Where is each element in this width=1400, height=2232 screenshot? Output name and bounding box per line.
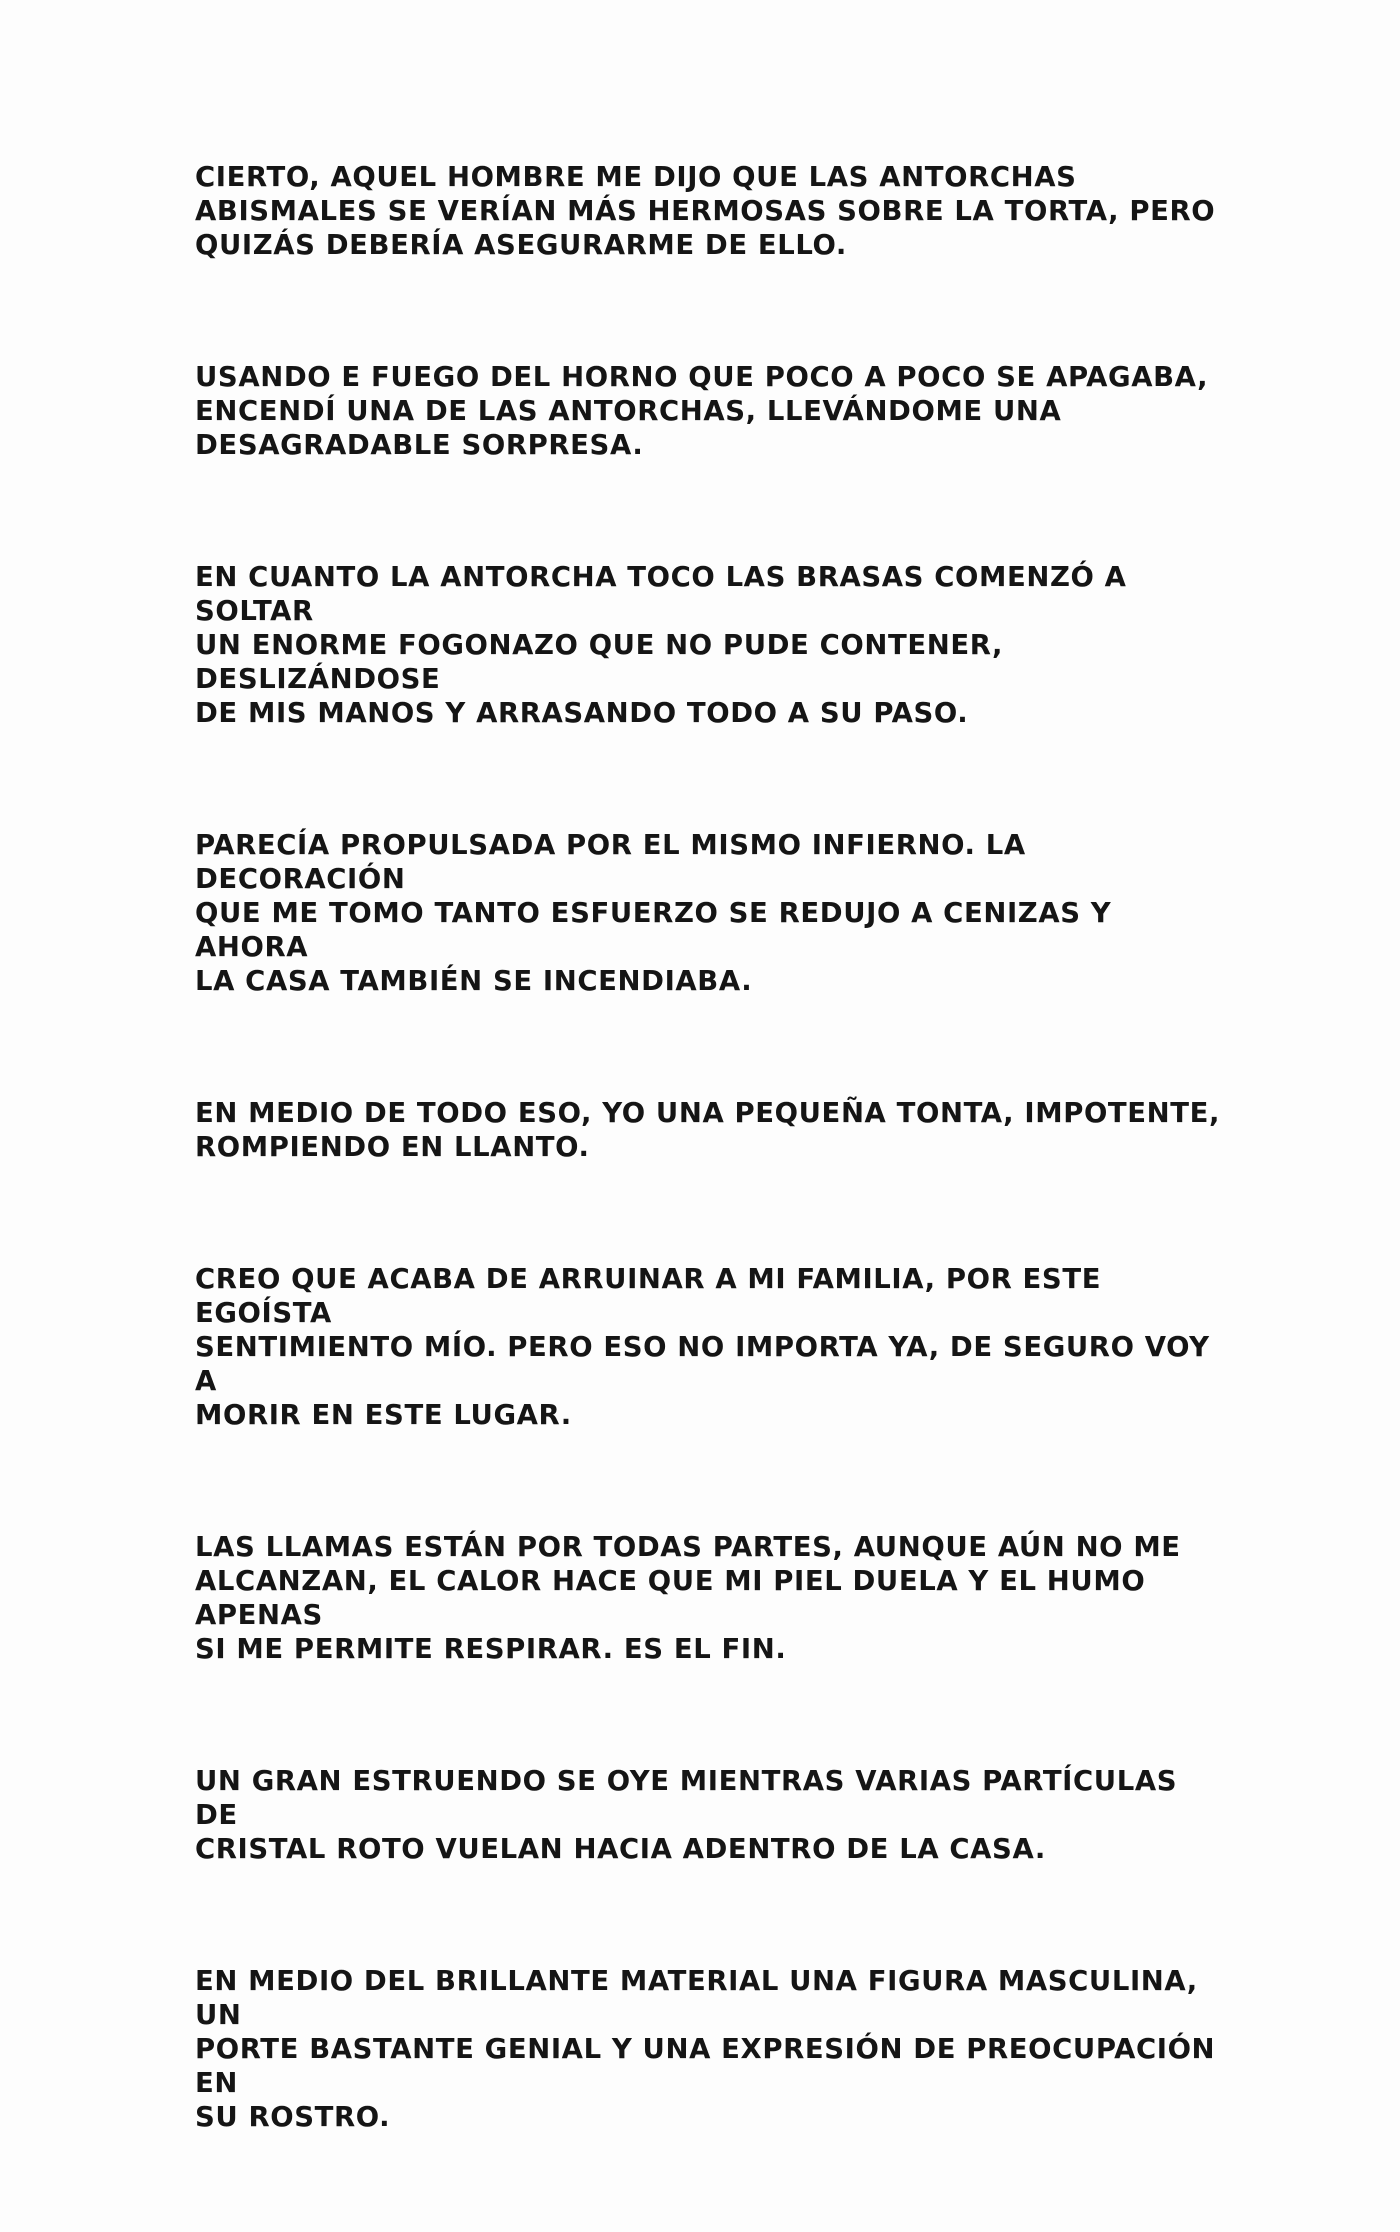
narration-paragraph: EN MEDIO DEL BRILLANTE MATERIAL UNA FIGURA MASCULINA, UN PORTE BASTANTE GENIAL Y UNA EXPRESIÓN DE PREOCUPACIÓN EN SU ROSTRO. bbox=[195, 1965, 1216, 2133]
narration-paragraph: EN MEDIO DE TODO ESO, YO UNA PEQUEÑA TONTA, IMPOTENTE, ROMPIENDO EN LLANTO. bbox=[195, 1097, 1221, 1163]
narration-paragraph: PARECÍA PROPULSADA POR EL MISMO INFIERNO. LA DECORACIÓN QUE ME TOMO TANTO ESFUERZO SE REDUJO A CENIZAS Y AHORA LA CASA TAMBIÉN SE INCENDIABA. bbox=[195, 829, 1112, 997]
narration-text-block bbox=[195, 160, 1225, 2232]
narration-paragraph: UN GRAN ESTRUENDO SE OYE MIENTRAS VARIAS PARTÍCULAS DE CRISTAL ROTO VUELAN HACIA ADENTRO DE LA CASA. bbox=[195, 1765, 1178, 1865]
narration-paragraph: LAS LLAMAS ESTÁN POR TODAS PARTES, AUNQUE AÚN NO ME ALCANZAN, EL CALOR HACE QUE MI PIEL DUELA Y EL HUMO APENAS SI ME PERMITE RESPIRAR. ES EL FIN. bbox=[195, 1531, 1181, 1665]
narration-paragraph: EN CUANTO LA ANTORCHA TOCO LAS BRASAS COMENZÓ A SOLTAR UN ENORME FOGONAZO QUE NO PUDE CONTENER, DESLIZÁNDOSE DE MIS MANOS Y ARRASANDO TODO A SU PASO. bbox=[195, 561, 1127, 729]
narration-paragraph: USANDO E FUEGO DEL HORNO QUE POCO A POCO SE APAGABA, ENCENDÍ UNA DE LAS ANTORCHAS, LLEVÁNDOME UNA DESAGRADABLE SORPRESA. bbox=[195, 361, 1209, 461]
narration-paragraph: CIERTO, AQUEL HOMBRE ME DIJO QUE LAS ANTORCHAS ABISMALES SE VERÍAN MÁS HERMOSAS SOBRE LA TORTA, PERO QUIZÁS DEBERÍA ASEGURARME DE ELLO. bbox=[195, 161, 1216, 261]
narration-paragraph: CREO QUE ACABA DE ARRUINAR A MI FAMILIA, POR ESTE EGOÍSTA SENTIMIENTO MÍO. PERO ESO NO IMPORTA YA, DE SEGURO VOY A MORIR EN ESTE LUGAR. bbox=[195, 1263, 1210, 1431]
